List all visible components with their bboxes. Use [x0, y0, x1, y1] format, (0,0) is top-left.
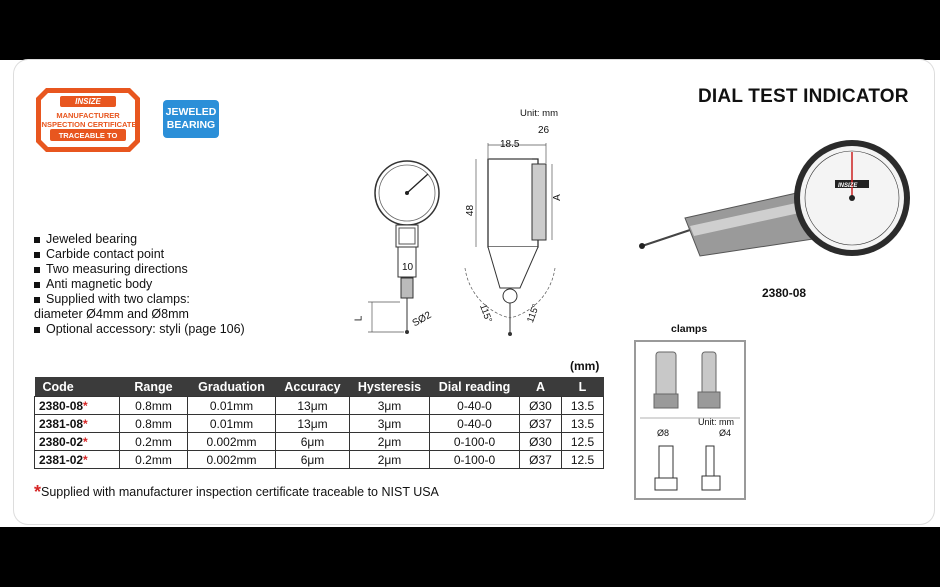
col-hysteresis: Hysteresis: [350, 377, 430, 397]
star-mark: *: [83, 452, 88, 467]
feature-text: diameter Ø4mm and Ø8mm: [34, 307, 189, 321]
col-code: Code: [35, 377, 120, 397]
badge-line-3: TRACEABLE TO NIST: [58, 131, 118, 149]
bullet-icon: [34, 282, 40, 288]
cell-hysteresis: 3μm: [350, 397, 430, 415]
drawing-unit-label: Unit: mm: [520, 108, 558, 119]
cell-range: 0.2mm: [120, 451, 188, 469]
jeweled-bearing-badge: [163, 100, 219, 138]
bullet-icon: [34, 252, 40, 258]
cell-hysteresis: 3μm: [350, 415, 430, 433]
table-row: [35, 415, 604, 433]
table-unit: (mm): [570, 359, 600, 373]
col-l: L: [562, 377, 604, 397]
dim-18-5: 18.5: [500, 139, 520, 150]
clamp-d8: Ø8: [657, 428, 670, 438]
dim-l: L: [353, 315, 365, 322]
feature-text: Jeweled bearing: [46, 232, 138, 246]
bullet-icon: [34, 327, 40, 333]
cell-range: 0.8mm: [120, 397, 188, 415]
footnote-text: Supplied with manufacturer inspection certificate traceable to NIST USA: [41, 485, 439, 499]
cell-hysteresis: 2μm: [350, 451, 430, 469]
angle-left: 115°: [477, 302, 494, 325]
cell-l: 13.5: [562, 415, 604, 433]
badge-line-2: INSPECTION CERTIFICATE: [39, 120, 137, 129]
cell-l: 13.5: [562, 397, 604, 415]
feature-text: Carbide contact point: [46, 247, 165, 261]
feature-text: Optional accessory: styli (page 106): [46, 322, 245, 336]
table-row: [35, 451, 604, 469]
cell-code: 2381-02*: [35, 451, 120, 469]
cell-graduation: 0.002mm: [188, 451, 276, 469]
cell-graduation: 0.01mm: [188, 415, 276, 433]
cell-hysteresis: 2μm: [350, 433, 430, 451]
feature-text: Supplied with two clamps:: [46, 292, 190, 306]
cell-code: 2381-08*: [35, 415, 120, 433]
page-title: DIAL TEST INDICATOR: [698, 86, 909, 107]
feature-text: Anti magnetic body: [46, 277, 153, 291]
cell-dial-reading: 0-40-0: [430, 397, 520, 415]
badge-logo-text: INSIZE: [75, 97, 101, 106]
col-range: Range: [120, 377, 188, 397]
cell-l: 12.5: [562, 433, 604, 451]
cell-dial-reading: 0-100-0: [430, 451, 520, 469]
col-accuracy: Accuracy: [276, 377, 350, 397]
cell-a: Ø37: [520, 415, 562, 433]
col-a: A: [520, 377, 562, 397]
cell-a: Ø30: [520, 433, 562, 451]
cell-accuracy: 6μm: [276, 451, 350, 469]
table-row: [35, 433, 604, 451]
table-header-row: [35, 377, 604, 397]
cell-l: 12.5: [562, 451, 604, 469]
feature-item: [34, 262, 245, 277]
clamps-title: clamps: [671, 323, 708, 335]
dim-48: 48: [465, 204, 477, 217]
dim-a: A: [551, 194, 563, 201]
cell-accuracy: 6μm: [276, 433, 350, 451]
feature-item: [34, 232, 245, 247]
product-photo: [630, 138, 920, 278]
jeweled-line-2: BEARING: [166, 119, 216, 131]
jeweled-line-1: JEWELED: [165, 106, 217, 118]
star-mark: *: [83, 398, 88, 413]
bottom-black-band: [0, 527, 940, 587]
col-dial-reading: Dial reading: [430, 377, 520, 397]
footnote: [34, 480, 439, 501]
bullet-icon: [34, 267, 40, 273]
spec-table: [34, 377, 604, 469]
badge-line-1: MANUFACTURER: [56, 111, 120, 120]
top-black-band: [0, 0, 940, 60]
nist-certificate-badge: [36, 88, 140, 152]
cell-dial-reading: 0-100-0: [430, 433, 520, 451]
dim-10: 10: [402, 262, 414, 273]
dim-sphere: SØ2: [410, 309, 434, 330]
feature-text: Two measuring directions: [46, 262, 188, 276]
cell-accuracy: 13μm: [276, 397, 350, 415]
star-mark: *: [83, 416, 88, 431]
feature-list: [34, 232, 245, 337]
bullet-icon: [34, 297, 40, 303]
cell-a: Ø30: [520, 397, 562, 415]
bullet-icon: [34, 237, 40, 243]
cell-range: 0.8mm: [120, 415, 188, 433]
feature-item-continued: [34, 307, 245, 322]
col-graduation: Graduation: [188, 377, 276, 397]
cell-code: 2380-08*: [35, 397, 120, 415]
product-model-label: 2380-08: [762, 286, 807, 300]
angle-right: 115°: [525, 302, 542, 325]
feature-item: [34, 322, 245, 337]
dial-brand: INSIZE: [838, 183, 858, 189]
star-mark: *: [83, 434, 88, 449]
feature-item: [34, 277, 245, 292]
dim-26: 26: [538, 125, 550, 136]
clamp-d4: Ø4: [719, 428, 732, 438]
footnote-star: *: [34, 482, 42, 502]
clamps-unit: Unit: mm: [698, 417, 734, 427]
table-row: [35, 397, 604, 415]
cell-graduation: 0.002mm: [188, 433, 276, 451]
cell-a: Ø37: [520, 451, 562, 469]
cell-graduation: 0.01mm: [188, 397, 276, 415]
cell-range: 0.2mm: [120, 433, 188, 451]
feature-item: [34, 247, 245, 262]
cell-dial-reading: 0-40-0: [430, 415, 520, 433]
feature-item: [34, 292, 245, 307]
cell-code: 2380-02*: [35, 433, 120, 451]
cell-accuracy: 13μm: [276, 415, 350, 433]
